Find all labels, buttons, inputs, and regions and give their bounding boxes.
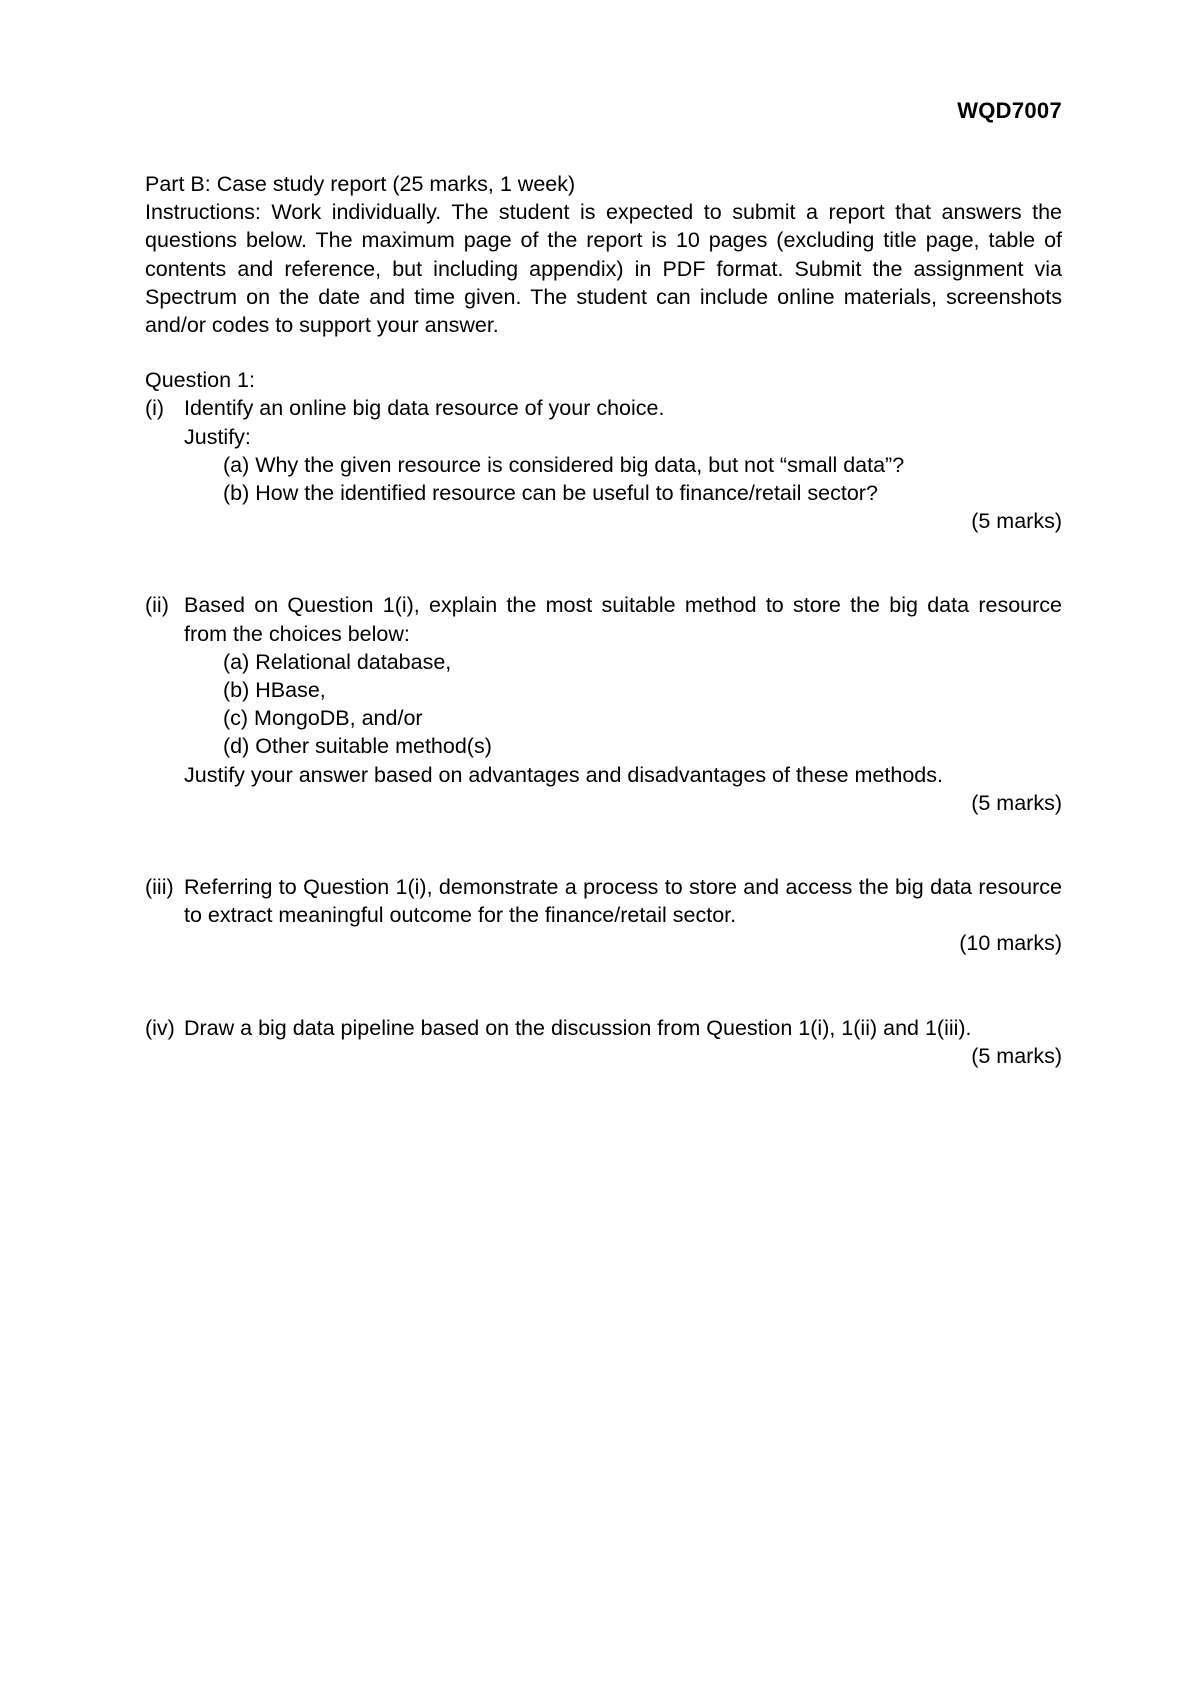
question-number: (ii) bbox=[145, 593, 169, 618]
marks-label: (10 marks) bbox=[959, 931, 1062, 956]
question-item-ii bbox=[145, 591, 1062, 788]
question-number: (iv) bbox=[145, 1015, 175, 1040]
question-item-iii bbox=[145, 873, 1062, 929]
sub-item: (b) HBase, bbox=[223, 678, 326, 703]
question-number: (iii) bbox=[145, 875, 174, 900]
sub-item: (a) Why the given resource is considered big data, but not “small data”? bbox=[223, 452, 905, 477]
sub-item: (c) MongoDB, and/or bbox=[223, 706, 423, 731]
marks-label: (5 marks) bbox=[971, 509, 1062, 534]
question-item-iv bbox=[145, 1014, 1062, 1042]
document-content bbox=[145, 170, 1062, 1070]
question-tail: Justify your answer based on advantages and disadvantages of these methods. bbox=[184, 762, 943, 787]
part-title: Part B: Case study report (25 marks, 1 week) bbox=[145, 172, 576, 196]
marks-label: (5 marks) bbox=[971, 1043, 1062, 1068]
question-text: Based on Question 1(i), explain the most suitable method to store the big data resource from the choices below: bbox=[184, 593, 1062, 646]
question-lead: Justify: bbox=[184, 424, 251, 449]
sub-item: (b) How the identified resource can be useful to finance/retail sector? bbox=[223, 481, 878, 506]
question-text: Identify an online big data resource of your choice. bbox=[184, 396, 665, 421]
question-heading: Question 1: bbox=[145, 368, 255, 393]
question-number: (i) bbox=[145, 396, 165, 421]
sub-item: (a) Relational database, bbox=[223, 649, 452, 674]
instructions-paragraph: Instructions: Work individually. The student is expected to submit a report that answers the questions below. The maximum page of the report is 10 pages (excluding title page, table of contents and reference, but including appendix) in PDF format. Submit the assignment via Spectrum on the date and time given. The student can include online materials, screenshots and/or codes to support your answer. bbox=[145, 200, 1062, 338]
course-code: WQD7007 bbox=[957, 98, 1062, 123]
question-text: Draw a big data pipeline based on the discussion from Question 1(i), 1(ii) and 1(iii). bbox=[184, 1015, 972, 1040]
sub-item: (d) Other suitable method(s) bbox=[223, 734, 492, 759]
question-text: Referring to Question 1(i), demonstrate a process to store and access the big data resource to extract meaningful outcome for the finance/retail sector. bbox=[184, 875, 1062, 928]
marks-label: (5 marks) bbox=[971, 790, 1062, 815]
question-item-i bbox=[145, 394, 1062, 507]
